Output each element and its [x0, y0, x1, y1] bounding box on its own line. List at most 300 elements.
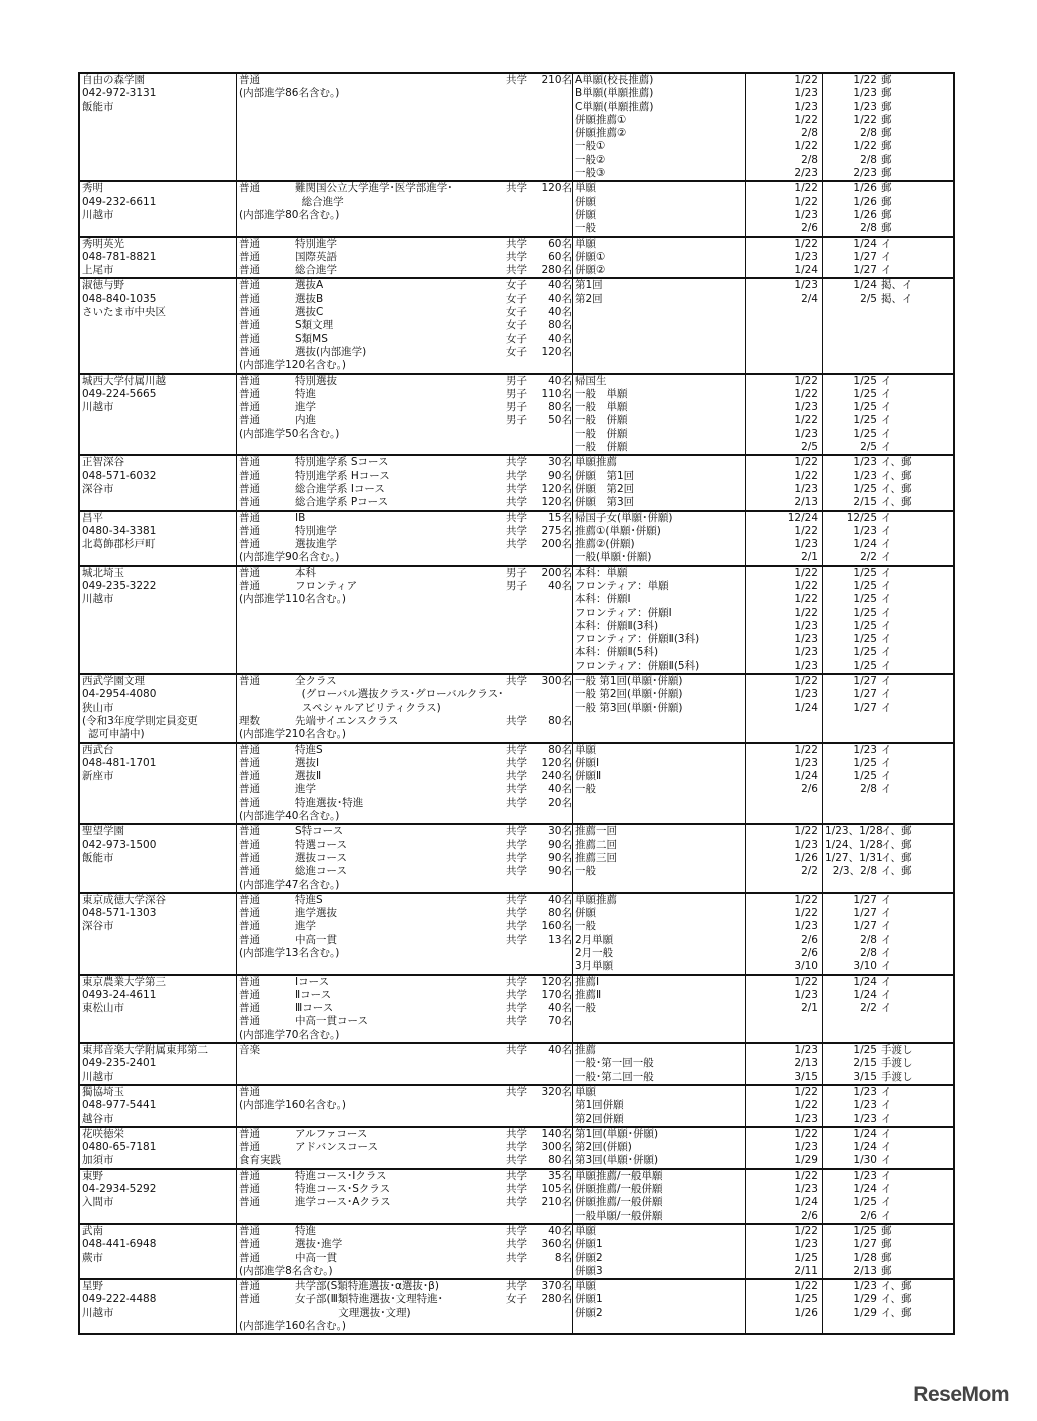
- announcements: [823, 825, 953, 891]
- course-line: [237, 264, 572, 277]
- announce-date: 1/26: [853, 195, 877, 208]
- course-gender: [508, 702, 537, 715]
- course-list: [237, 1225, 573, 1278]
- course-type: 普通: [239, 933, 260, 946]
- exam-date: 1/23: [794, 633, 818, 646]
- course-line: [237, 839, 572, 852]
- exam-type: 一般 併願: [575, 427, 628, 440]
- exam-type: 単願推薦/一般単願: [575, 1169, 663, 1182]
- exam-type: 併願2: [575, 1306, 603, 1319]
- announcement: [825, 1196, 951, 1209]
- course-gender: 男子: [506, 401, 527, 414]
- course-name: 共学部(S類特進選抜･α選抜･β): [295, 1280, 439, 1293]
- announce-date: 1/25: [853, 659, 877, 672]
- internal-note: (内部進学40名含む。): [239, 810, 340, 823]
- announcements: [823, 675, 953, 741]
- announce-method: イ: [881, 688, 892, 701]
- announcement: [825, 593, 951, 606]
- announcement: [825, 1154, 951, 1167]
- school-info: [80, 74, 237, 180]
- course-name: 選抜･進学: [295, 1238, 343, 1251]
- announce-date: 1/25: [853, 606, 877, 619]
- course-gender: 共学: [506, 1224, 527, 1237]
- exam-date: 1/23: [794, 1112, 818, 1125]
- exam-date: 2/13: [794, 496, 818, 509]
- announce-method: 郵: [881, 1251, 892, 1264]
- course-capacity: 300名: [541, 1141, 572, 1154]
- school-row: [80, 236, 953, 278]
- announce-date: 1/29: [853, 1293, 877, 1306]
- course-type: 普通: [239, 538, 260, 551]
- course-line: [237, 894, 572, 907]
- announcement: [825, 293, 951, 306]
- exam-types: [573, 894, 746, 974]
- announcement: [825, 1170, 951, 1183]
- announce-method: イ: [881, 237, 892, 250]
- announcements: [823, 456, 953, 509]
- course-line: [237, 865, 572, 878]
- exam-date: 2/13: [794, 1057, 818, 1070]
- exam-type: 併願 第1回: [575, 469, 635, 482]
- school-row: [80, 1278, 953, 1333]
- school-row: [80, 892, 953, 974]
- exam-date: 1/23: [794, 688, 818, 701]
- announce-date: 2/6: [860, 1209, 877, 1222]
- course-gender: 共学: [506, 825, 527, 838]
- school-name: 花咲徳栄: [82, 1127, 124, 1140]
- exam-types: [573, 1086, 746, 1126]
- course-type: 普通: [239, 414, 260, 427]
- announce-date: 1/27: [853, 893, 877, 906]
- announce-date: 2/23: [853, 167, 877, 180]
- announcements: [823, 74, 953, 180]
- announce-method: 手渡し: [881, 1057, 913, 1070]
- exam-date: 1/22: [794, 414, 818, 427]
- course-gender: 共学: [506, 893, 527, 906]
- course-name: [295, 74, 506, 87]
- exam-dates: [746, 675, 823, 741]
- announcements: [823, 744, 953, 824]
- exam-date: 1/22: [794, 825, 818, 838]
- announce-date: 1/27: [853, 250, 877, 263]
- exam-type: 第3回(単願･併願): [575, 1154, 659, 1167]
- course-type: 普通: [239, 250, 260, 263]
- school-phone: 0480-65-7181: [82, 1141, 157, 1154]
- announcement: [825, 1265, 951, 1278]
- course-line: [237, 1225, 572, 1238]
- course-name: 中高一貫コース: [295, 1015, 368, 1028]
- course-type: 普通: [239, 756, 260, 769]
- exam-date: 1/22: [794, 1127, 818, 1140]
- course-gender: 共学: [506, 1169, 527, 1182]
- course-line: [237, 319, 572, 332]
- course-name: (グローバル選抜クラス･グローバルクラス･: [301, 688, 504, 701]
- exam-type: 併願: [575, 195, 596, 208]
- announce-method: イ: [881, 551, 892, 564]
- course-list: [237, 74, 573, 180]
- course-capacity: 8名: [554, 1251, 572, 1264]
- course-name: S類MS: [295, 332, 328, 345]
- exam-date: 1/23: [794, 619, 818, 632]
- course-type: 普通: [239, 743, 260, 756]
- exam-date: 1/22: [794, 743, 818, 756]
- announcement: [825, 744, 951, 757]
- announce-date: 1/23: [853, 1169, 877, 1182]
- course-list: [237, 825, 573, 891]
- course-name: 内進: [295, 414, 316, 427]
- exam-type: 併願 第2回: [575, 482, 635, 495]
- exam-date: 2/11: [794, 1264, 818, 1277]
- announce-method: イ、郵: [881, 1306, 912, 1319]
- announcement: [825, 101, 951, 114]
- school-city: さいたま市中央区: [82, 306, 166, 319]
- exam-date: 1/25: [794, 1251, 818, 1264]
- announce-date: 1/25: [853, 756, 877, 769]
- announce-date: 1/26: [853, 208, 877, 221]
- school-row: [80, 565, 953, 673]
- internal-note: (内部進学80名含む。): [239, 208, 340, 221]
- course-type: 普通: [239, 1251, 260, 1264]
- exam-date: 1/24: [794, 264, 818, 277]
- course-type: [237, 196, 294, 209]
- course-list: [237, 1280, 573, 1333]
- announce-date: 12/25: [846, 511, 877, 524]
- exam-date: 2/1: [801, 1002, 818, 1015]
- course-type: 普通: [239, 851, 260, 864]
- exam-type: 併願②: [575, 264, 606, 277]
- course-gender: 共学: [506, 851, 527, 864]
- course-line: [237, 196, 572, 209]
- course-name: 選抜C: [295, 306, 324, 319]
- course-list: [237, 675, 573, 741]
- announce-method: イ: [881, 988, 892, 1001]
- announcements: [823, 1128, 953, 1168]
- course-capacity: 120名: [541, 345, 572, 358]
- announcement: [825, 1086, 951, 1099]
- announce-date: 2/8: [860, 127, 877, 140]
- course-line: [237, 1002, 572, 1015]
- exam-date: 2/6: [801, 947, 818, 959]
- course-type: 普通: [239, 237, 260, 250]
- announce-method: イ: [881, 593, 892, 606]
- announce-method: イ、郵: [881, 851, 912, 864]
- course-gender: 共学: [506, 920, 527, 933]
- exam-type: 併願: [575, 208, 596, 221]
- course-line: [237, 525, 572, 538]
- course-capacity: 90名: [548, 865, 572, 878]
- announcements: [823, 279, 953, 372]
- course-capacity: 15名: [548, 511, 572, 524]
- course-type: 普通: [239, 345, 260, 358]
- exam-types: [573, 825, 746, 891]
- course-line: [237, 825, 572, 838]
- course-line: [237, 1183, 572, 1196]
- announcement: [825, 934, 951, 947]
- exam-date: 1/22: [794, 524, 818, 537]
- course-gender: 共学: [506, 182, 527, 195]
- course-line: [237, 538, 572, 551]
- announcements: [823, 567, 953, 673]
- exam-type: フロンティア：併願Ⅱ(3科): [575, 633, 700, 646]
- school-name: 東野: [82, 1169, 103, 1182]
- course-type: 普通: [239, 1015, 260, 1028]
- announcement: [825, 567, 951, 580]
- announcement: [825, 702, 951, 715]
- exam-dates: [746, 744, 823, 824]
- course-type: 普通: [239, 332, 260, 345]
- course-line: [237, 1170, 572, 1183]
- exam-type: 3月単願: [575, 960, 614, 973]
- announce-date: 2/8: [860, 153, 877, 166]
- course-capacity: 40名: [548, 279, 572, 292]
- school-city: 上尾市: [82, 264, 114, 277]
- announce-method: 手渡し: [881, 1044, 913, 1057]
- school-city: 狭山市: [82, 701, 114, 714]
- school-info: [80, 512, 237, 565]
- exam-type: 推薦三回: [575, 851, 617, 864]
- school-info: [80, 1225, 237, 1278]
- course-list: [237, 894, 573, 974]
- course-capacity: 210名: [541, 1196, 572, 1209]
- exam-dates: [746, 825, 823, 891]
- course-name: S類文理: [295, 319, 334, 332]
- announcement: [825, 1044, 951, 1057]
- exam-type: 一般: [575, 920, 596, 933]
- exam-date: 1/22: [794, 195, 818, 208]
- announce-date: 1/27: [853, 675, 877, 688]
- course-gender: 共学: [506, 250, 527, 263]
- course-line: [237, 1252, 572, 1265]
- exam-date: 1/22: [794, 1085, 818, 1098]
- course-name: S特コース: [295, 825, 344, 838]
- course-gender: 共学: [506, 237, 527, 250]
- exam-date: 2/6: [801, 222, 818, 235]
- exam-dates: [746, 976, 823, 1042]
- school-row: [80, 454, 953, 509]
- course-capacity: 370名: [541, 1280, 572, 1293]
- course-name: [295, 1044, 506, 1057]
- exam-date: 1/22: [794, 113, 818, 126]
- course-line: [237, 279, 572, 292]
- announcement: [825, 852, 951, 865]
- school-phone: 048-441-6948: [82, 1238, 157, 1251]
- announcements: [823, 512, 953, 565]
- course-list: [237, 279, 573, 372]
- school-info: [80, 1128, 237, 1168]
- course-name: 選抜コース: [295, 851, 347, 864]
- course-gender: 女子: [506, 345, 527, 358]
- announce-method: 郵: [881, 1238, 892, 1251]
- exam-date: 1/22: [794, 579, 818, 592]
- course-gender: [508, 196, 537, 209]
- course-type: 音楽: [239, 1044, 260, 1057]
- course-name: 難関国公立大学進学･医学部進学･: [295, 182, 453, 195]
- school-name: 東京成徳大学深谷: [82, 893, 166, 906]
- exam-date: 1/23: [794, 208, 818, 221]
- school-name: 城西大学付属川越: [82, 374, 166, 387]
- course-list: [237, 1170, 573, 1223]
- exam-date: 2/8: [801, 127, 818, 140]
- course-type: 普通: [239, 1169, 260, 1182]
- school-city: 蕨市: [82, 1251, 103, 1264]
- course-type: 普通: [239, 1196, 260, 1209]
- exam-date: 1/22: [794, 893, 818, 906]
- announce-date: 1/24、1/28: [825, 838, 883, 851]
- announce-date: 1/25: [853, 427, 877, 440]
- course-type: 普通: [239, 675, 260, 688]
- announcement: [825, 222, 951, 235]
- announce-method: イ、郵: [881, 865, 912, 878]
- school-name: 秀明: [82, 182, 103, 195]
- announce-method: 手渡し: [881, 1070, 913, 1083]
- exam-date: 1/23: [794, 1141, 818, 1154]
- announce-method: 郵: [881, 1224, 892, 1237]
- course-name: 選抜B: [295, 292, 324, 305]
- announcement: [825, 989, 951, 1002]
- exam-date: 1/22: [794, 387, 818, 400]
- announcement: [825, 620, 951, 633]
- announce-date: 1/25: [853, 1044, 877, 1057]
- announce-method: イ: [881, 579, 892, 592]
- internal-note: (内部進学86名含む。): [239, 87, 340, 100]
- announce-method: イ: [881, 1209, 892, 1222]
- course-name: 特別進学系 Hコース: [295, 469, 390, 482]
- course-gender: 共学: [506, 1183, 527, 1196]
- announce-date: 1/23: [853, 524, 877, 537]
- announce-date: 2/2: [860, 551, 877, 564]
- exam-type: 一般 併願: [575, 414, 628, 427]
- announce-method: イ: [881, 1085, 892, 1098]
- school-row: [80, 823, 953, 891]
- announce-method: イ: [881, 401, 892, 414]
- school-phone: 042-972-3131: [82, 87, 157, 100]
- exam-types: [573, 1170, 746, 1223]
- announce-method: イ: [881, 933, 892, 946]
- exam-date: 1/23: [794, 279, 818, 292]
- exam-type: 併願: [575, 907, 596, 920]
- exam-type: 一般③: [575, 167, 606, 180]
- exam-date: 2/5: [801, 441, 818, 454]
- exam-types: [573, 375, 746, 455]
- announcements: [823, 1280, 953, 1333]
- course-capacity: 60名: [548, 237, 572, 250]
- internal-note: (内部進学120名含む。): [239, 359, 346, 372]
- course-gender: 共学: [506, 838, 527, 851]
- announce-date: 1/23: [853, 743, 877, 756]
- exam-date: 2/2: [801, 865, 818, 878]
- exam-type: 推薦Ⅰ: [575, 975, 600, 988]
- announcements: [823, 1225, 953, 1278]
- school-city: 北葛飾郡杉戸町: [82, 538, 156, 551]
- course-capacity: 120名: [541, 975, 572, 988]
- announcement: [825, 783, 951, 796]
- exam-date: 1/23: [794, 1238, 818, 1251]
- announcement: [825, 264, 951, 277]
- course-capacity: 40名: [548, 332, 572, 345]
- course-gender: 共学: [506, 675, 527, 688]
- school-city: 深谷市: [82, 482, 114, 495]
- course-gender: 共学: [506, 933, 527, 946]
- course-capacity: [537, 688, 572, 701]
- course-name: スペシャルアビリティクラス): [301, 701, 441, 714]
- exam-date: 2/23: [794, 167, 818, 180]
- course-gender: 共学: [506, 1141, 527, 1154]
- course-name: 総合進学: [301, 195, 344, 208]
- announce-method: 郵: [881, 167, 892, 180]
- course-capacity: 40名: [548, 1002, 572, 1015]
- course-name: 特進コース･Ⅰクラス: [295, 1169, 387, 1182]
- announcement: [825, 825, 951, 838]
- announcement: [825, 551, 951, 564]
- exam-dates: [746, 1170, 823, 1223]
- course-line: [237, 688, 572, 701]
- course-line: [237, 934, 572, 947]
- announce-date: 1/27: [853, 1238, 877, 1251]
- course-capacity: 80名: [548, 743, 572, 756]
- course-line: [237, 333, 572, 346]
- announce-date: 1/22: [853, 113, 877, 126]
- course-capacity: 35名: [548, 1169, 572, 1182]
- announce-method: イ: [881, 374, 892, 387]
- course-type: 普通: [239, 1224, 260, 1237]
- course-gender: 女子: [506, 332, 527, 345]
- exam-type: 併願Ⅱ: [575, 770, 602, 783]
- exam-type: 併願2: [575, 1251, 603, 1264]
- announcement: [825, 947, 951, 960]
- internal-note: (内部進学160名含む。): [239, 1099, 346, 1112]
- course-name: 特進S: [295, 743, 323, 756]
- course-capacity: 280名: [541, 264, 572, 277]
- course-name: フロンティア: [295, 579, 358, 592]
- course-gender: 共学: [506, 1280, 527, 1293]
- announce-method: イ: [881, 1127, 892, 1140]
- course-type: 普通: [239, 975, 260, 988]
- course-gender: 共学: [506, 1251, 527, 1264]
- exam-type: 本科：併願Ⅱ(5科): [575, 646, 659, 659]
- course-line: [237, 1307, 572, 1320]
- announce-date: 1/24: [853, 538, 877, 551]
- course-capacity: 110名: [541, 387, 572, 400]
- announcements: [823, 182, 953, 235]
- course-line: [237, 757, 572, 770]
- announce-date: 1/23: [853, 1280, 877, 1293]
- announcement: [825, 251, 951, 264]
- announcement: [825, 839, 951, 852]
- course-line: [237, 375, 572, 388]
- announce-method: 郵: [881, 182, 892, 195]
- course-type: 普通: [239, 264, 260, 277]
- exam-types: [573, 976, 746, 1042]
- course-gender: 共学: [506, 496, 527, 509]
- announce-method: 掲、イ: [881, 279, 913, 292]
- announcement: [825, 441, 951, 454]
- exam-type: 一般･第一回一般: [575, 1057, 654, 1070]
- internal-note: (内部進学50名含む。): [239, 427, 340, 440]
- course-line: [237, 306, 572, 319]
- course-type: 普通: [239, 292, 260, 305]
- announce-date: 1/27: [853, 688, 877, 701]
- exam-date: 1/24: [794, 1196, 818, 1209]
- announcement: [825, 1183, 951, 1196]
- announce-date: 1/24: [853, 279, 877, 292]
- course-capacity: 120名: [541, 496, 572, 509]
- school-phone: 048-840-1035: [82, 292, 157, 305]
- exam-type: C単願(単願推薦): [575, 100, 654, 113]
- announce-date: 1/25: [853, 414, 877, 427]
- announcements: [823, 976, 953, 1042]
- school-phone: 048-781-8821: [82, 250, 157, 263]
- exam-date: 1/22: [794, 606, 818, 619]
